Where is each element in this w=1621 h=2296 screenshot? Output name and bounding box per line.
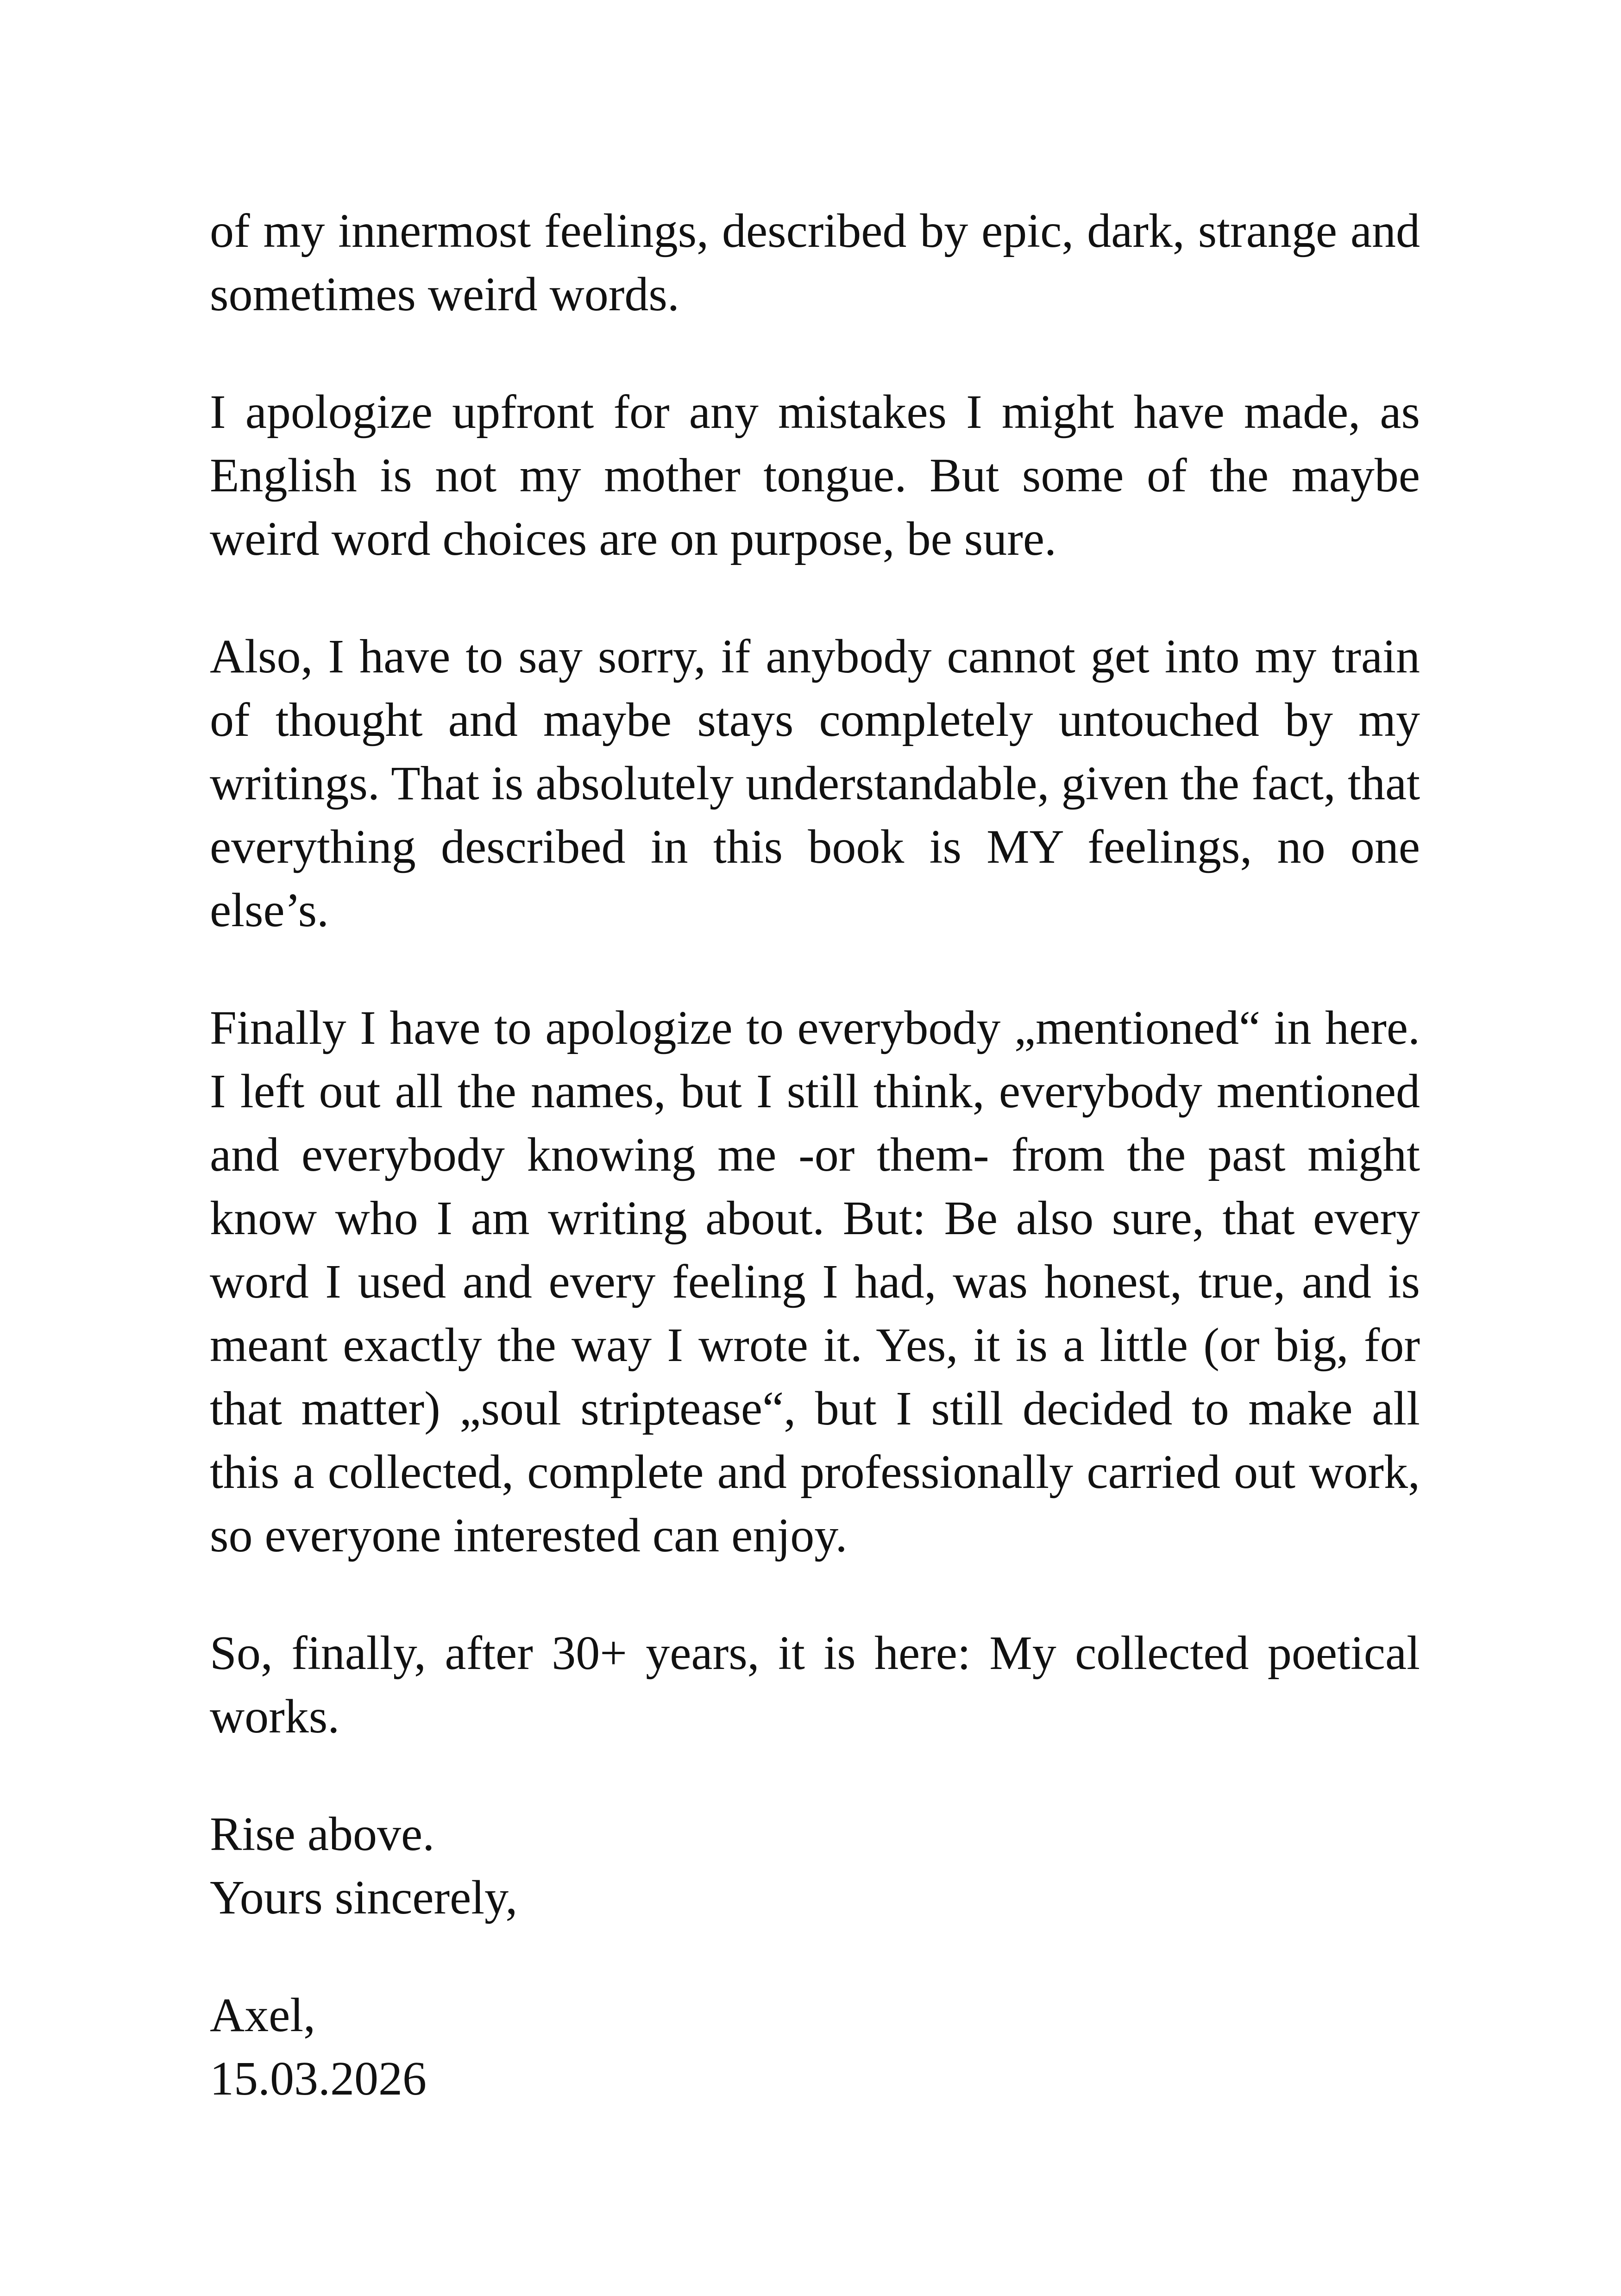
signature-date: 15.03.2026 (210, 2052, 427, 2105)
paragraph-apology-mentioned: Finally I have to apologize to everybody „mentioned“ in here. I left out all the names, but I still think, everybody mentioned and everybody knowing me -or them- from the past might know who I am writing about. But: Be also sure, that every word I used and every feeling I had, was honest, true, and is meant exactly the way I wrote it. Yes, it is a little (or big, for that matter) „soul striptease“, but I still decided to make all this a collected, complete and professionally carried out work, so everyone interested can enjoy. (210, 1001, 1420, 1562)
paragraph-apology-train-of-thought: Also, I have to say sorry, if anybody cannot get into my train of thought and maybe stays completely untouched by my writings. That is absolutely understandable, given the fact, that everything described in this book is MY feelings, no one else’s. (210, 630, 1420, 937)
paragraph-innermost-feelings: of my innermost feelings, described by epic, dark, strange and sometimes weird words. (210, 204, 1420, 321)
paragraph-apology-mistakes: I apologize upfront for any mistakes I might have made, as English is not my mother tongue. But some of the maybe weird word choices are on purpose, be sure. (210, 385, 1420, 565)
closing-line-yours-sincerely: Yours sincerely, (210, 1871, 518, 1924)
closing (210, 1802, 1420, 1929)
signature (210, 1983, 1420, 2110)
letter-body (210, 199, 1420, 2164)
signature-name: Axel, (210, 1989, 316, 2042)
closing-line-rise-above: Rise above. (210, 1807, 435, 1861)
paragraph-collected-works: So, finally, after 30+ years, it is here: My collected poetical works. (210, 1626, 1420, 1743)
